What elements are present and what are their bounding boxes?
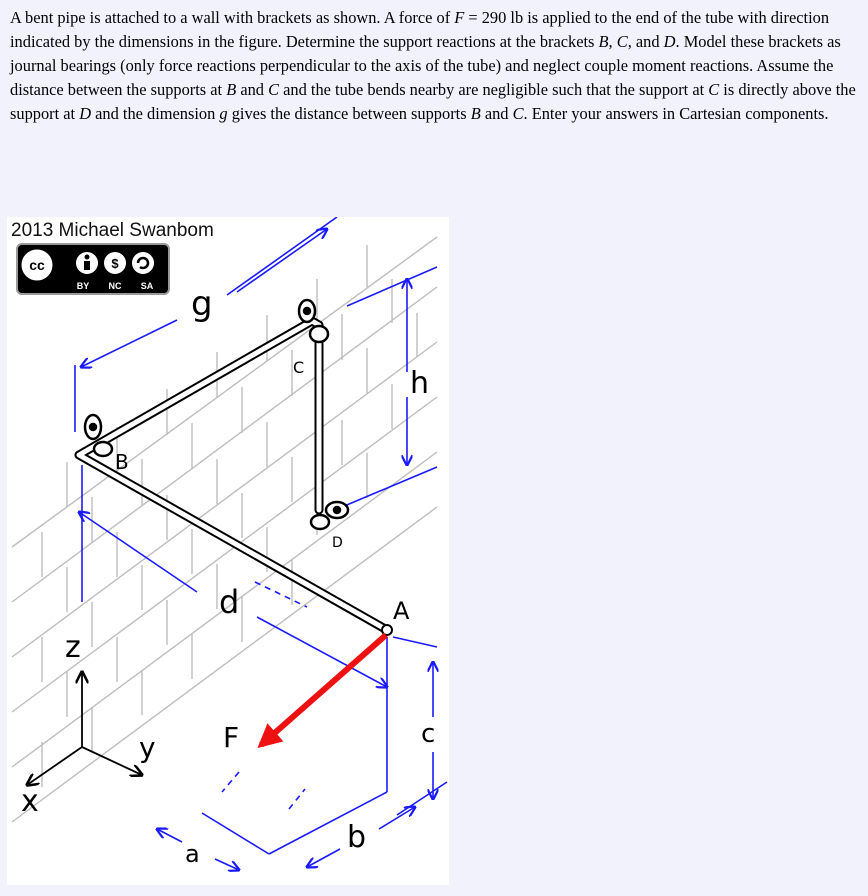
text-segment: gives the distance between supports xyxy=(227,104,471,123)
label-F: F xyxy=(223,721,240,754)
var-C: C xyxy=(512,104,524,123)
text-segment: = 290 lb is applied to the end of the tube with direction indicated by the dimensions in the figure. Determine the support reactions at the brackets xyxy=(10,8,830,51)
var-B: B xyxy=(598,32,609,51)
label-D: D xyxy=(332,535,343,551)
var-C: C xyxy=(268,80,280,99)
text-segment: , and xyxy=(627,32,664,51)
label-b: b xyxy=(347,820,367,855)
label-h: h xyxy=(410,366,430,401)
svg-text:$: $ xyxy=(111,256,119,271)
var-C: C xyxy=(708,80,720,99)
text-segment: and xyxy=(236,80,269,99)
var-C: C xyxy=(616,32,628,51)
var-g: g xyxy=(219,104,228,123)
pipe-diagram xyxy=(7,217,449,885)
dim-d-left xyxy=(79,512,197,592)
dim-a-left xyxy=(157,829,182,842)
label-y: y xyxy=(139,731,156,764)
force-F-arrow xyxy=(261,635,386,745)
cc-license-badge xyxy=(17,244,169,294)
label-a: a xyxy=(185,840,200,868)
label-B: B xyxy=(115,450,129,474)
credit-text: 2013 Michael Swanbom xyxy=(11,220,214,241)
dim-a-right xyxy=(215,859,239,870)
label-z: z xyxy=(65,630,81,665)
license-tag: SA xyxy=(140,281,154,291)
text-segment: and the tube bends nearby are negligible such that the support at xyxy=(279,80,709,99)
label-g: g xyxy=(191,284,213,324)
diagram-svg xyxy=(7,217,449,885)
text-segment: . Model these brackets as journal bearings (only force reactions perpendicular to the axis of the tube) and neglect couple moment reactions. Assume the distance between the supports at xyxy=(10,32,841,99)
label-c: c xyxy=(421,719,436,749)
label-d: d xyxy=(219,583,240,621)
dim-g-right xyxy=(237,229,327,292)
text-segment: A bent pipe is attached to a wall with brackets as shown. A force of xyxy=(10,8,455,27)
text-segment: . Enter your answers in Cartesian components. xyxy=(523,104,829,123)
dimension-lines xyxy=(75,217,447,870)
label-A: A xyxy=(393,597,410,625)
dim-g-left xyxy=(81,320,177,367)
var-B: B xyxy=(226,80,237,99)
var-F: F xyxy=(454,8,465,27)
license-tag: NC xyxy=(108,281,122,291)
x-axis xyxy=(27,747,82,785)
label-C: C xyxy=(293,358,305,377)
text-segment: and xyxy=(480,104,513,123)
sa-icon xyxy=(131,251,155,275)
var-D: D xyxy=(79,104,92,123)
dim-b-right xyxy=(379,807,415,829)
text-segment: , xyxy=(608,32,617,51)
y-axis xyxy=(82,747,142,775)
text-segment: is directly above the support at xyxy=(10,80,856,123)
label-x: x xyxy=(21,784,39,819)
dim-b-left xyxy=(307,849,340,867)
license-tag: BY xyxy=(76,281,90,291)
cc-text: cc xyxy=(29,257,45,273)
var-D: D xyxy=(663,32,676,51)
var-B: B xyxy=(470,104,481,123)
problem-statement xyxy=(10,6,858,126)
text-segment: and the dimension xyxy=(91,104,220,123)
